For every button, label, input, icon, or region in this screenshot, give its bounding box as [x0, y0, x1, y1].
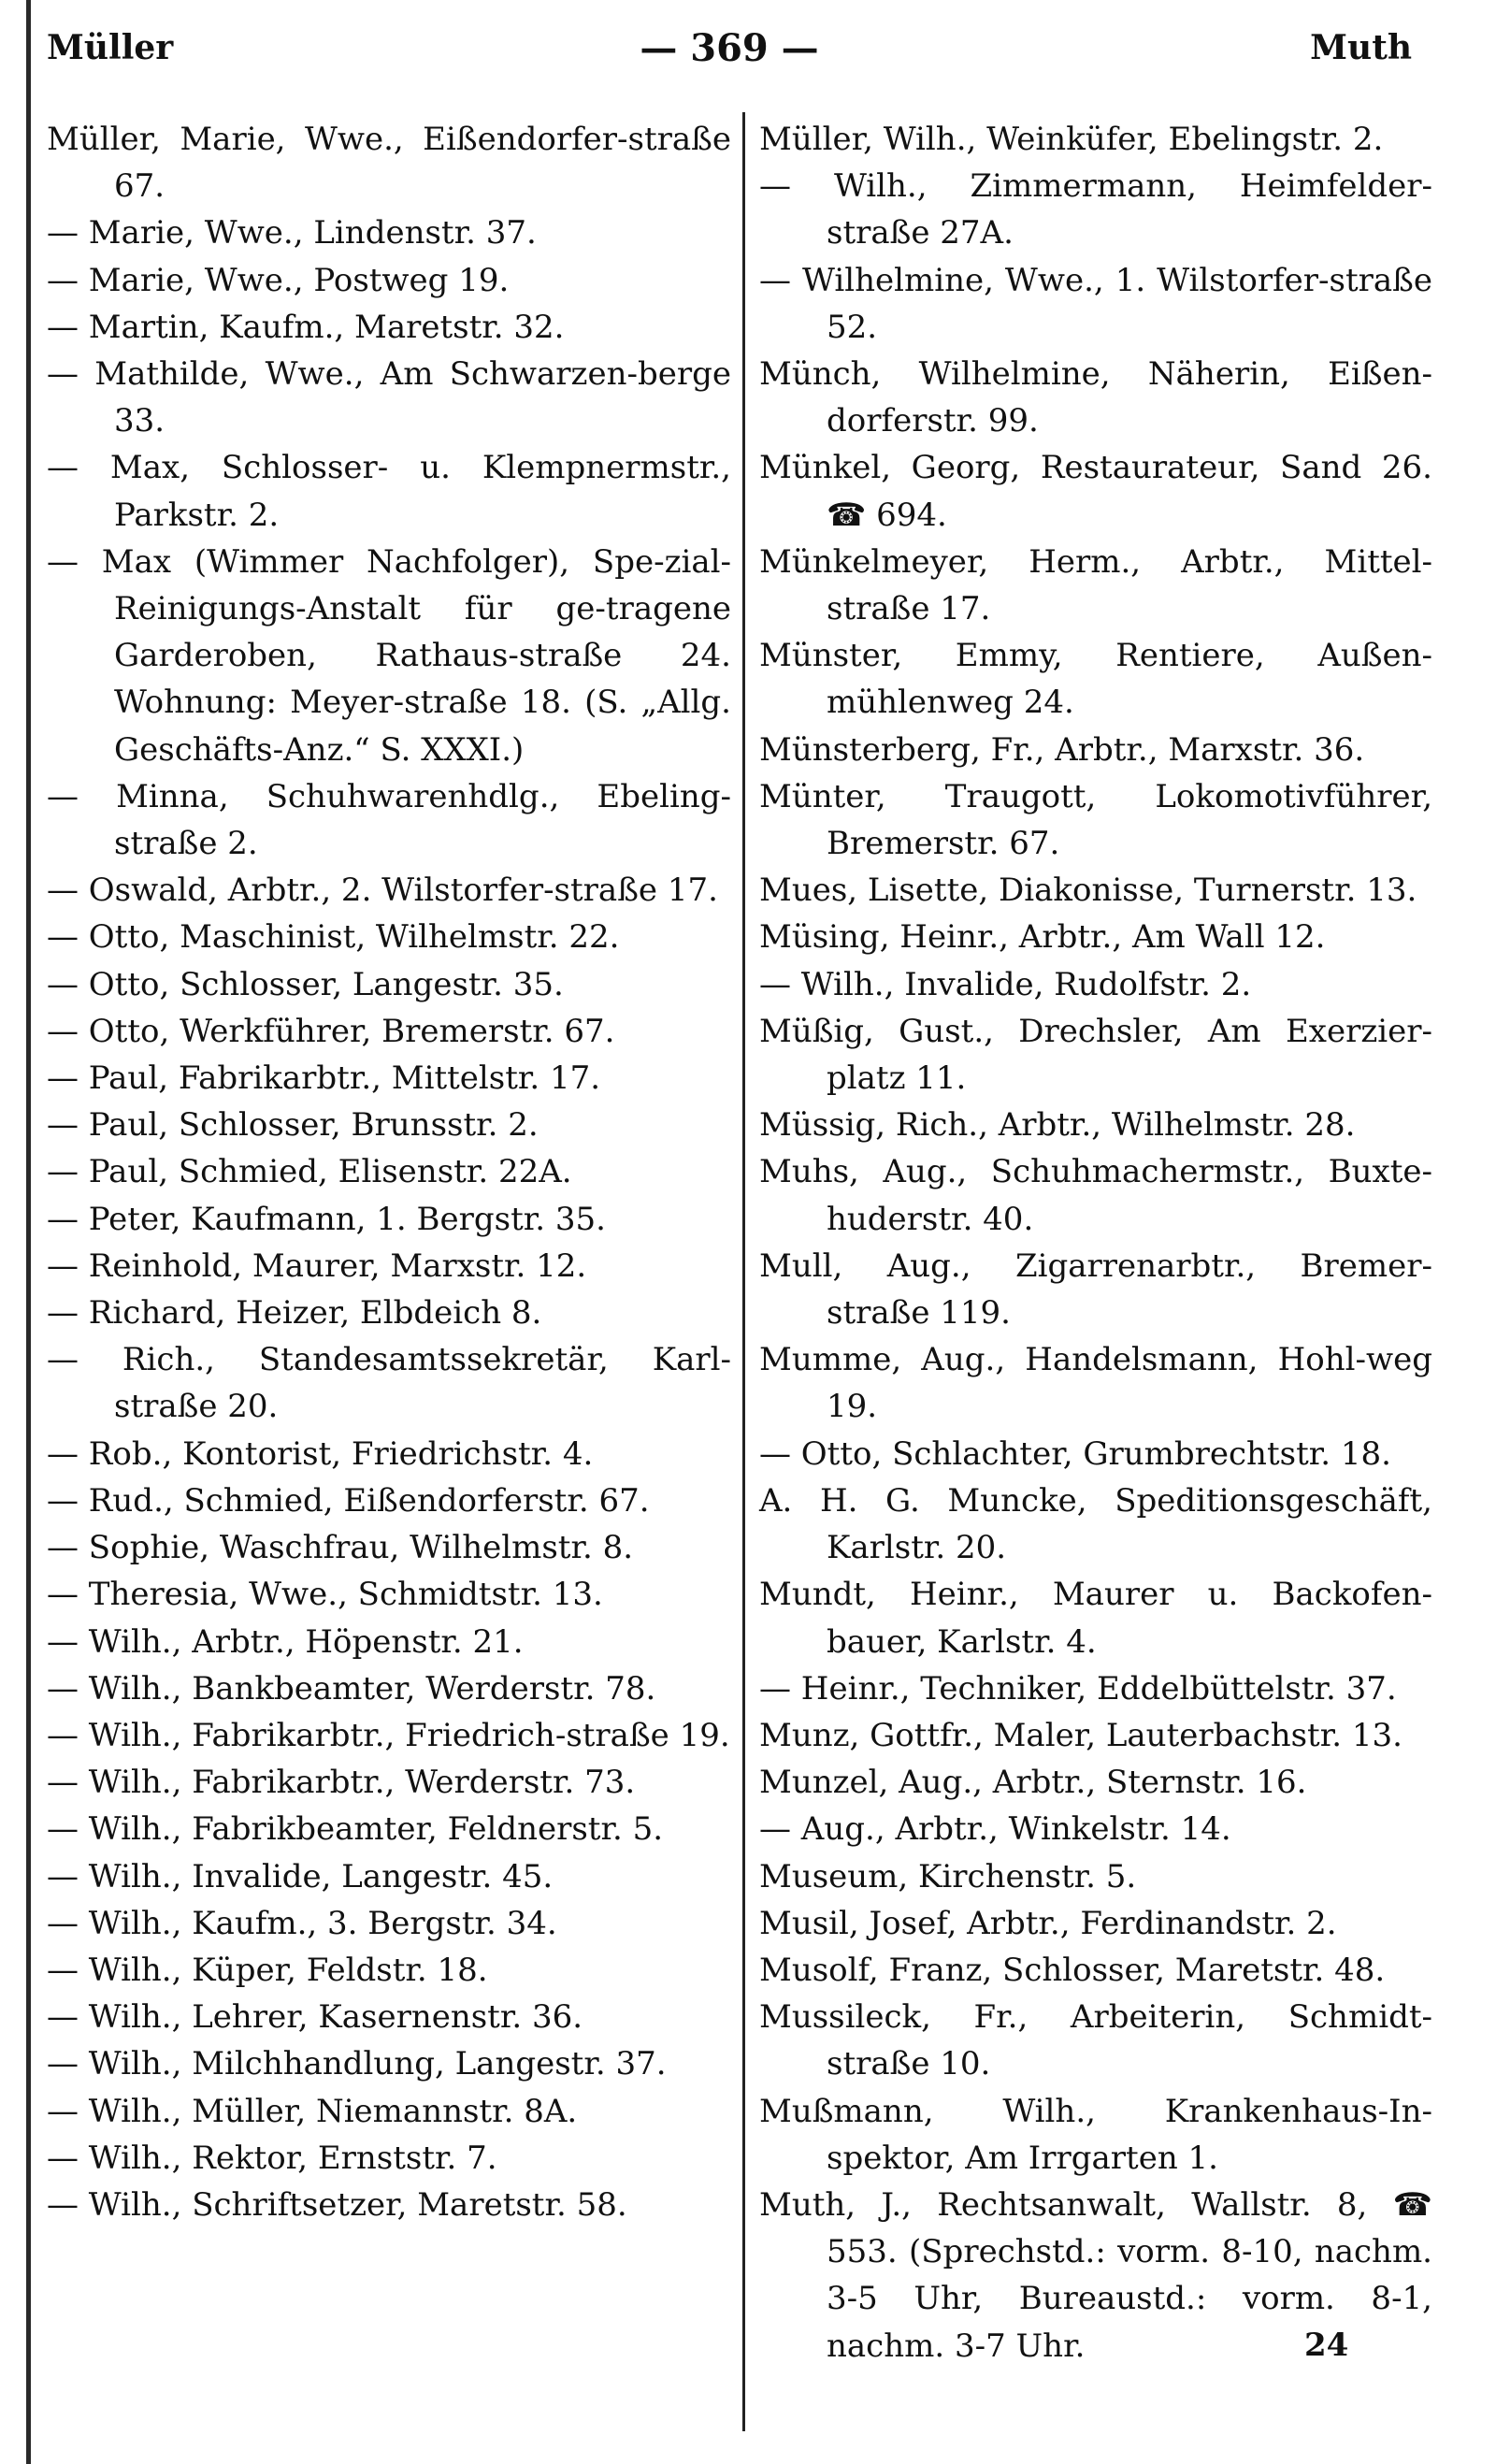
directory-entry: — Heinr., Techniker, Eddelbüttelstr. 37. — [759, 1669, 1397, 1708]
directory-entry: Musolf, Franz, Schlosser, Maretstr. 48. — [759, 1951, 1386, 1989]
directory-entry: — Wilh., Fabrikarbtr., Werderstr. 73. — [47, 1764, 636, 1802]
directory-entry: — Wilh., Fabrikbeamter, Feldnerstr. 5. — [47, 1810, 664, 1849]
directory-entry: Müsing, Heinr., Arbtr., Am Wall 12. — [759, 918, 1326, 957]
page-edge-shadow — [26, 0, 31, 2464]
directory-entry: — Minna, Schuhwarenhdlg., Ebeling-straße 2. — [47, 777, 731, 863]
directory-entry: — Wilh., Fabrikarbtr., Friedrich-straße 19. — [47, 1716, 730, 1754]
directory-entry: — Otto, Schlosser, Langestr. 35. — [47, 965, 564, 1003]
directory-entry: — Otto, Werkführer, Bremerstr. 67. — [47, 1012, 615, 1050]
directory-entry: — Wilh., Invalide, Langestr. 45. — [47, 1857, 554, 1895]
directory-entry: Münster, Emmy, Rentiere, Außen-mühlenweg 24. — [759, 637, 1432, 722]
directory-entry: — Wilhelmine, Wwe., 1. Wilstorfer-straße 52. — [759, 261, 1432, 346]
directory-entry: Muhs, Aug., Schuhmachermstr., Buxte-huderstr. 40. — [759, 1153, 1432, 1238]
directory-entry: — Marie, Wwe., Lindenstr. 37. — [47, 214, 537, 252]
directory-entry: — Otto, Maschinist, Wilhelmstr. 22. — [47, 918, 620, 957]
directory-entry: — Wilh., Zimmermann, Heimfelder-straße 27A. — [759, 167, 1432, 252]
directory-entry: — Paul, Fabrikarbtr., Mittelstr. 17. — [47, 1059, 601, 1098]
directory-entry: — Otto, Schlachter, Grumbrechtstr. 18. — [759, 1434, 1391, 1473]
directory-entry: A. H. G. Muncke, Speditionsgeschäft, Karlstr. 20. — [759, 1481, 1432, 1567]
directory-entry: — Paul, Schlosser, Brunsstr. 2. — [47, 1106, 539, 1145]
footer-signature: 24 — [1304, 2327, 1349, 2364]
directory-entry: Münkelmeyer, Herm., Arbtr., Mittel-straße 17. — [759, 542, 1432, 628]
directory-entry: — Wilh., Lehrer, Kasernenstr. 36. — [47, 1998, 583, 2037]
directory-entry: — Martin, Kaufm., Maretstr. 32. — [47, 308, 565, 346]
directory-entry: — Theresia, Wwe., Schmidtstr. 13. — [47, 1576, 603, 1614]
directory-entry: Musil, Josef, Arbtr., Ferdinandstr. 2. — [759, 1904, 1337, 1942]
directory-entry: — Marie, Wwe., Postweg 19. — [47, 261, 510, 299]
directory-entry: Müssig, Rich., Arbtr., Wilhelmstr. 28. — [759, 1106, 1356, 1145]
column-divider — [742, 112, 745, 2431]
directory-entry: Munzel, Aug., Arbtr., Sternstr. 16. — [759, 1764, 1307, 1802]
directory-entry: Münch, Wilhelmine, Näherin, Eißen-dorferstr. 99. — [759, 355, 1432, 440]
page-number: — 369 — — [640, 26, 819, 70]
directory-entry: Mues, Lisette, Diakonisse, Turnerstr. 13. — [759, 872, 1417, 910]
right-column — [759, 116, 1432, 2370]
directory-entry: — Paul, Schmied, Elisenstr. 22A. — [47, 1153, 572, 1191]
directory-entry: — Rud., Schmied, Eißendorferstr. 67. — [47, 1481, 650, 1520]
directory-entry: — Mathilde, Wwe., Am Schwarzen-berge 33. — [47, 355, 731, 440]
directory-entry: — Wilh., Kaufm., 3. Bergstr. 34. — [47, 1904, 557, 1942]
directory-entry: — Rich., Standesamtssekretär, Karl-straße 20. — [47, 1341, 731, 1426]
directory-entry: — Wilh., Milchhandlung, Langestr. 37. — [47, 2045, 667, 2083]
directory-entry: Mussileck, Fr., Arbeiterin, Schmidt-straße 10. — [759, 1998, 1432, 2083]
directory-entry: — Reinhold, Maurer, Marxstr. 12. — [47, 1246, 587, 1285]
directory-entry: Mumme, Aug., Handelsmann, Hohl-weg 19. — [759, 1341, 1432, 1426]
directory-entry: Muth, J., Rechtsanwalt, Wallstr. 8, ☎ 553. (Sprechstd.: vorm. 8-10, nachm. 3-5 Uhr, Bureaustd.: vorm. 8-1, nachm. 3-7 Uhr. — [759, 2185, 1432, 2365]
directory-entry: — Aug., Arbtr., Winkelstr. 14. — [759, 1810, 1231, 1849]
directory-entry: Müller, Wilh., Weinküfer, Ebelingstr. 2. — [759, 121, 1384, 158]
directory-entry: Müßig, Gust., Drechsler, Am Exerzier-platz 11. — [759, 1012, 1432, 1098]
directory-entry: Münter, Traugott, Lokomotivführer, Bremerstr. 67. — [759, 777, 1432, 863]
directory-entry: — Max, Schlosser- u. Klempnermstr., Parkstr. 2. — [47, 449, 731, 534]
directory-entry: — Wilh., Invalide, Rudolfstr. 2. — [759, 965, 1252, 1003]
directory-entry: — Wilh., Küper, Feldstr. 18. — [47, 1951, 488, 1989]
header-right-keyword: Muth — [1310, 28, 1412, 67]
directory-entry: — Richard, Heizer, Elbdeich 8. — [47, 1294, 542, 1333]
directory-entry: — Wilh., Schriftsetzer, Maretstr. 58. — [47, 2185, 627, 2224]
directory-entry: — Rob., Kontorist, Friedrichstr. 4. — [47, 1434, 594, 1473]
directory-entry: — Wilh., Müller, Niemannstr. 8A. — [47, 2092, 578, 2130]
directory-entry: — Wilh., Arbtr., Höpenstr. 21. — [47, 1622, 524, 1661]
directory-entry: Mußmann, Wilh., Krankenhaus-In-spektor, Am Irrgarten 1. — [759, 2092, 1432, 2177]
directory-entry: Müller, Marie, Wwe., Eißendorfer-straße 67. — [47, 121, 731, 206]
directory-entry: Münsterberg, Fr., Arbtr., Marxstr. 36. — [759, 730, 1365, 769]
directory-entry: Munz, Gottfr., Maler, Lauterbachstr. 13. — [759, 1716, 1402, 1754]
directory-entry: Münkel, Georg, Restaurateur, Sand 26. ☎ 694. — [759, 449, 1432, 534]
directory-entry: — Wilh., Rektor, Ernststr. 7. — [47, 2139, 497, 2177]
directory-entry: — Peter, Kaufmann, 1. Bergstr. 35. — [47, 1200, 606, 1238]
directory-entry: Mull, Aug., Zigarrenarbtr., Bremer-straße 119. — [759, 1246, 1432, 1333]
page-header — [47, 28, 1412, 84]
left-column — [47, 116, 731, 2228]
directory-entry: — Oswald, Arbtr., 2. Wilstorfer-straße 17. — [47, 872, 718, 910]
header-left-keyword: Müller — [47, 28, 174, 67]
directory-entry: — Wilh., Bankbeamter, Werderstr. 78. — [47, 1669, 656, 1708]
directory-entry: — Sophie, Waschfrau, Wilhelmstr. 8. — [47, 1529, 634, 1567]
directory-entry: Museum, Kirchenstr. 5. — [759, 1857, 1137, 1895]
directory-entry: — Max (Wimmer Nachfolger), Spe-zial-Reinigungs-Anstalt für ge-tragene Garderoben, Rathaus-straße 24. Wohnung: Meyer-straße 18. (S. „Allg. Geschäfts-Anz.“ S. XXXI.) — [47, 542, 731, 769]
directory-entry: Mundt, Heinr., Maurer u. Backofen-bauer, Karlstr. 4. — [759, 1576, 1432, 1661]
